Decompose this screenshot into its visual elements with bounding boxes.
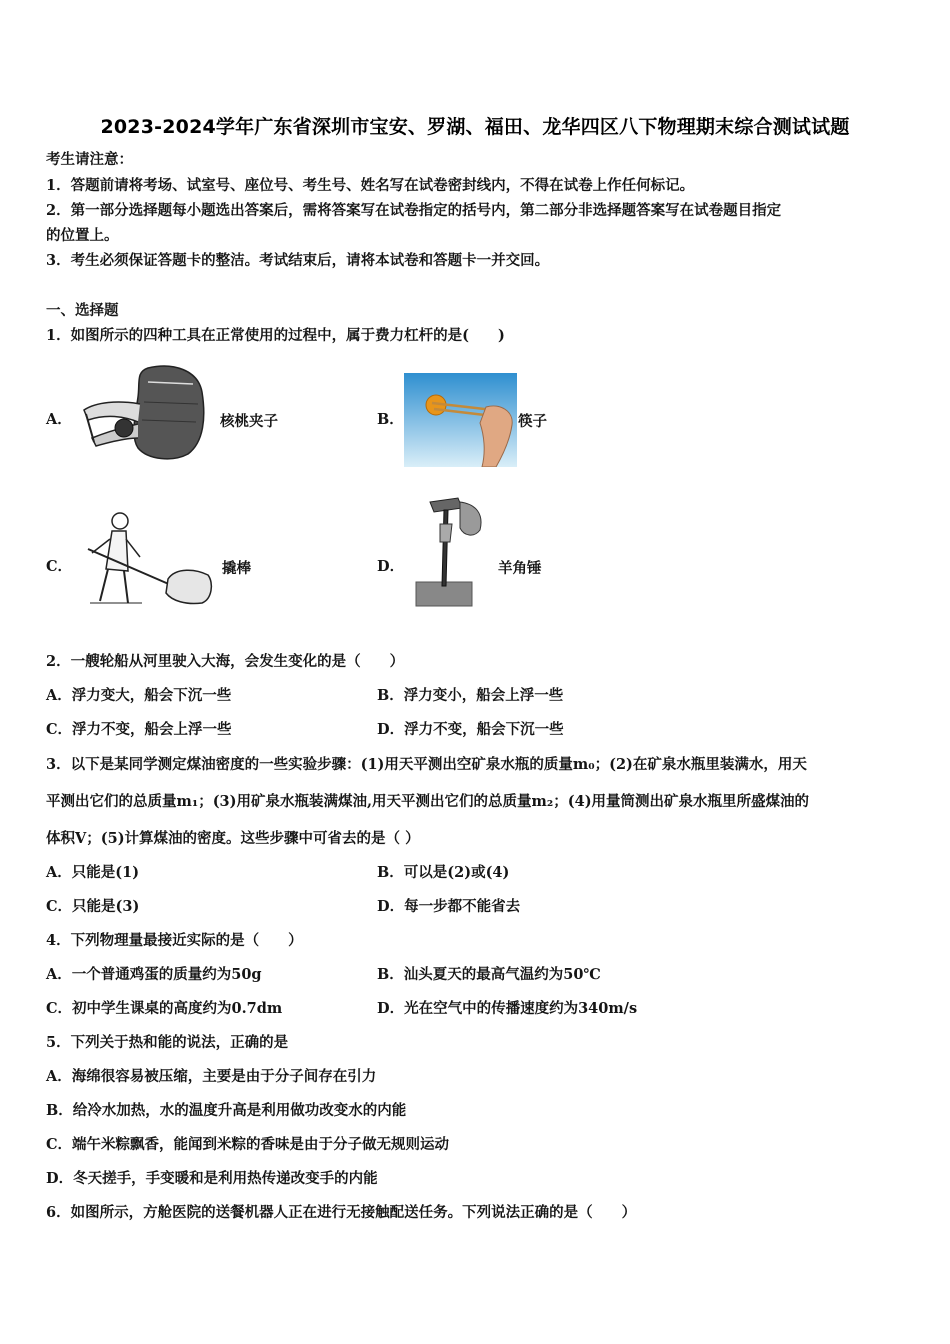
q5-option-b: B．给冷水加热，水的温度升高是利用做功改变水的内能 xyxy=(46,1102,407,1119)
q1-option-b-label: 筷子 xyxy=(518,413,547,430)
q4-option-c: C．初中学生课桌的高度约为0.7dm xyxy=(46,1000,283,1017)
q1-option-c-letter: C． xyxy=(46,558,73,575)
q1-option-b-letter: B． xyxy=(377,411,404,428)
notice-heading: 考生请注意： xyxy=(46,151,133,168)
q4-option-d: D．光在空气中的传播速度约为340m/s xyxy=(377,1000,638,1017)
q3-option-b: B．可以是(2)或(4) xyxy=(377,864,510,881)
q4-option-a: A．一个普通鸡蛋的质量约为50g xyxy=(46,966,262,983)
question-2-stem: 2．一艘轮船从河里驶入大海，会发生变化的是（ ） xyxy=(46,653,405,670)
claw-hammer-image xyxy=(410,494,490,610)
q2-option-a: A．浮力变大，船会下沉一些 xyxy=(46,687,232,704)
q1-option-d-label: 羊角锤 xyxy=(498,560,542,577)
question-5-stem: 5．下列关于热和能的说法，正确的是 xyxy=(46,1034,289,1051)
question-1-stem: 1．如图所示的四种工具在正常使用的过程中，属于费力杠杆的是( ) xyxy=(46,327,505,344)
q5-option-c: C．端午米粽飘香，能闻到米粽的香味是由于分子做无规则运动 xyxy=(46,1136,450,1153)
q3-option-a: A．只能是(1) xyxy=(46,864,140,881)
notice-item: 的位置上。 xyxy=(46,227,119,244)
question-6-stem: 6．如图所示，方舱医院的送餐机器人正在进行无接触配送任务。下列说法正确的是（ ） xyxy=(46,1204,637,1221)
question-4-stem: 4．下列物理量最接近实际的是（ ） xyxy=(46,932,303,949)
notice-item: 1．答题前请将考场、试室号、座位号、考生号、姓名写在试卷密封线内，不得在试卷上作任何标记。 xyxy=(46,177,695,194)
question-3-stem-line2: 平测出它们的总质量m₁；(3)用矿泉水瓶装满煤油,用天平测出它们的总质量m₂；(4)用量筒测出矿泉水瓶里所盛煤油的 xyxy=(46,793,810,810)
nutcracker-image xyxy=(78,362,218,462)
notice-item: 3．考生必须保证答题卡的整洁。考试结束后，请将本试卷和答题卡一并交回。 xyxy=(46,252,550,269)
q5-option-d: D．冬天搓手，手变暖和是利用热传递改变手的内能 xyxy=(46,1170,378,1187)
q3-option-c: C．只能是(3) xyxy=(46,898,140,915)
q2-option-c: C．浮力不变，船会上浮一些 xyxy=(46,721,232,738)
section-heading: 一、选择题 xyxy=(46,302,119,319)
q1-option-a-label: 核桃夹子 xyxy=(220,413,278,430)
q4-option-b: B．汕头夏天的最高气温约为50℃ xyxy=(377,966,601,983)
q3-option-d: D．每一步都不能省去 xyxy=(377,898,521,915)
q2-option-b: B．浮力变小，船会上浮一些 xyxy=(377,687,564,704)
question-3-stem-line1: 3．以下是某同学测定煤油密度的一些实验步骤：(1)用天平测出空矿泉水瓶的质量m₀；(2)在矿泉水瓶里装满水，用天 xyxy=(46,756,807,773)
chopsticks-image xyxy=(404,373,517,467)
q1-option-d-letter: D． xyxy=(377,558,405,575)
q1-option-a-letter: A． xyxy=(46,411,72,428)
question-3-stem-line3: 体积V；(5)计算煤油的密度。这些步骤中可省去的是（ ） xyxy=(46,830,420,847)
notice-item: 2．第一部分选择题每小题选出答案后，需将答案写在试卷指定的括号内，第二部分非选择题答案写在试卷题目指定 xyxy=(46,202,782,219)
q1-option-c-label: 撬棒 xyxy=(222,560,251,577)
exam-title: 2023-2024学年广东省深圳市宝安、罗湖、福田、龙华四区八下物理期末综合测试试题 xyxy=(100,116,850,138)
q5-option-a: A．海绵很容易被压缩，主要是由于分子间存在引力 xyxy=(46,1068,377,1085)
crowbar-image xyxy=(82,509,216,609)
q2-option-d: D．浮力不变，船会下沉一些 xyxy=(377,721,564,738)
